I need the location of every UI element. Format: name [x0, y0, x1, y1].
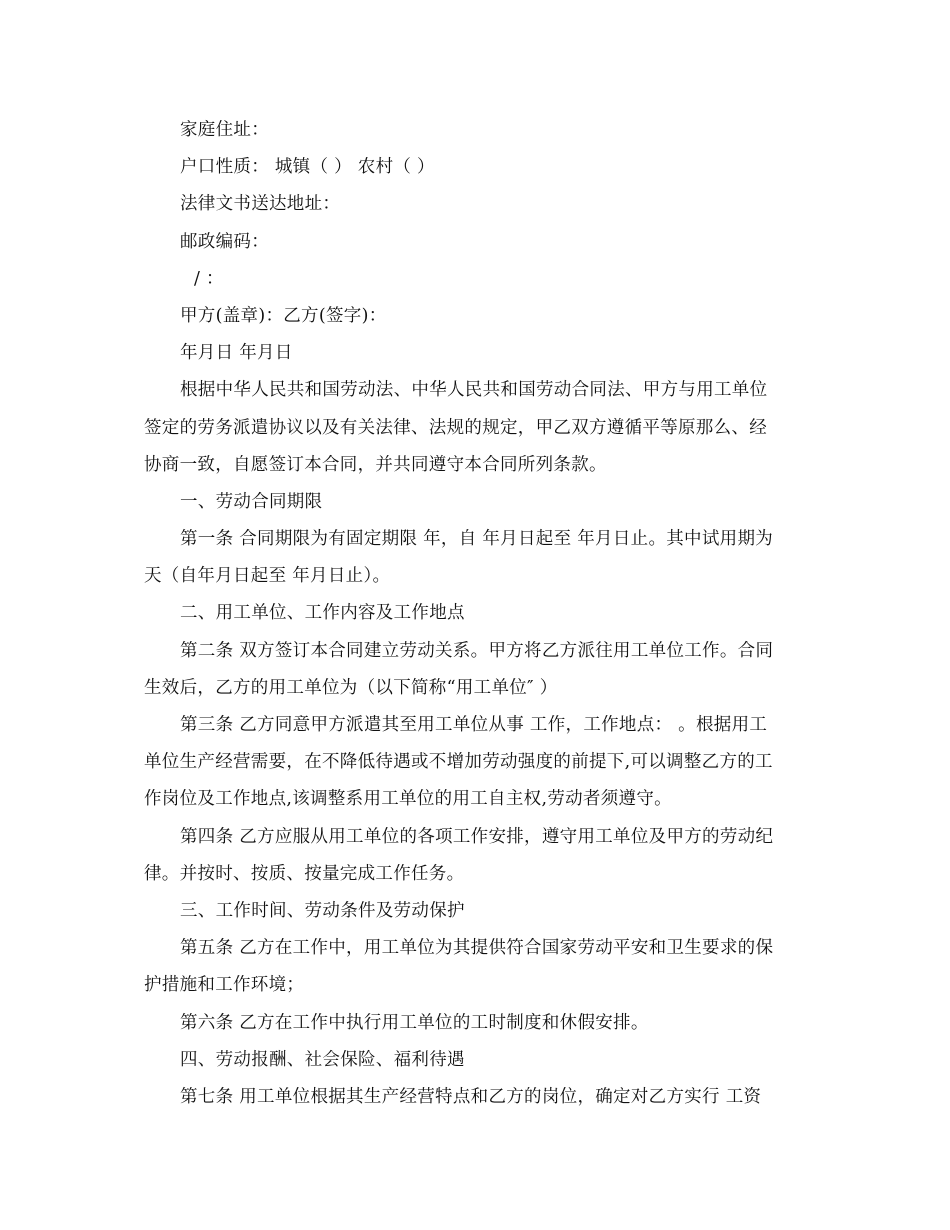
- signature-line: 甲方(盖章)：乙方(签字)：: [180, 305, 387, 326]
- article-6-line-1: 第六条 乙方在工作中执行用工单位的工时制度和休假安排。: [180, 1012, 649, 1033]
- legal-service-address-line: 法律文书送达地址：: [180, 194, 341, 215]
- article-3-line-3: 作岗位及工作地点,该调整系用工单位的用工自主权,劳动者须遵守。: [144, 789, 672, 810]
- article-4-line-2: 律。并按时、按质、按量完成工作任务。: [144, 863, 465, 884]
- article-2-line-2: 生效后，乙方的用工单位为（以下简称“用工单位″ ）: [144, 677, 558, 698]
- article-1-line-1: 第一条 合同期限为有固定期限 年，自 年月日起至 年月日止。其中试用期为: [180, 529, 774, 550]
- article-3-line-1: 第三条 乙方同意甲方派遣其至用工单位从事 工作，工作地点： 。根据用工: [180, 715, 768, 735]
- section-heading-3: 三、工作时间、劳动条件及劳动保护: [180, 900, 465, 921]
- document-body: [144, 112, 809, 1116]
- postal-code-line: 邮政编码：: [180, 231, 269, 252]
- article-5-line-1: 第五条 乙方在工作中，用工单位为其提供符合国家劳动平安和卫生要求的保: [180, 938, 774, 959]
- section-heading-1: 一、劳动合同期限: [180, 491, 323, 512]
- article-3-line-2: 单位生产经营需要，在不降低待遇或不增加劳动强度的前提下,可以调整乙方的工: [144, 752, 773, 773]
- section-heading-4: 四、劳动报酬、社会保险、福利待遇: [180, 1049, 465, 1070]
- preamble-paragraph-line-2: 签定的劳务派遣协议以及有关法律、法规的规定，甲乙双方遵循平等原那么、经: [144, 417, 767, 438]
- article-5-line-2: 护措施和工作环境；: [144, 975, 305, 996]
- preamble-paragraph-line-3: 协商一致，自愿签订本合同，并共同遵守本合同所列条款。: [144, 454, 607, 475]
- article-4-line-1: 第四条 乙方应服从用工单位的各项工作安排，遵守用工单位及甲方的劳动纪: [180, 826, 774, 847]
- preamble-paragraph-line-1: 根据中华人民共和国劳动法、中华人民共和国劳动合同法、甲方与用工单位: [180, 380, 768, 401]
- article-7-line-1: 第七条 用工单位根据其生产经营特点和乙方的岗位，确定对乙方实行 工资: [180, 1086, 762, 1107]
- section-heading-2: 二、用工单位、工作内容及工作地点: [180, 603, 465, 624]
- home-address-line: 家庭住址：: [180, 120, 269, 140]
- slash-colon-line: / ：: [194, 268, 224, 289]
- household-type-line: 户口性质： 城镇（ ） 农村（ ）: [180, 157, 435, 178]
- date-line: 年月日 年月日: [180, 343, 293, 364]
- article-1-line-2: 天（自年月日起至 年月日止）。: [144, 566, 391, 587]
- article-2-line-1: 第二条 双方签订本合同建立劳动关系。甲方将乙方派往用工单位工作。合同: [180, 640, 774, 661]
